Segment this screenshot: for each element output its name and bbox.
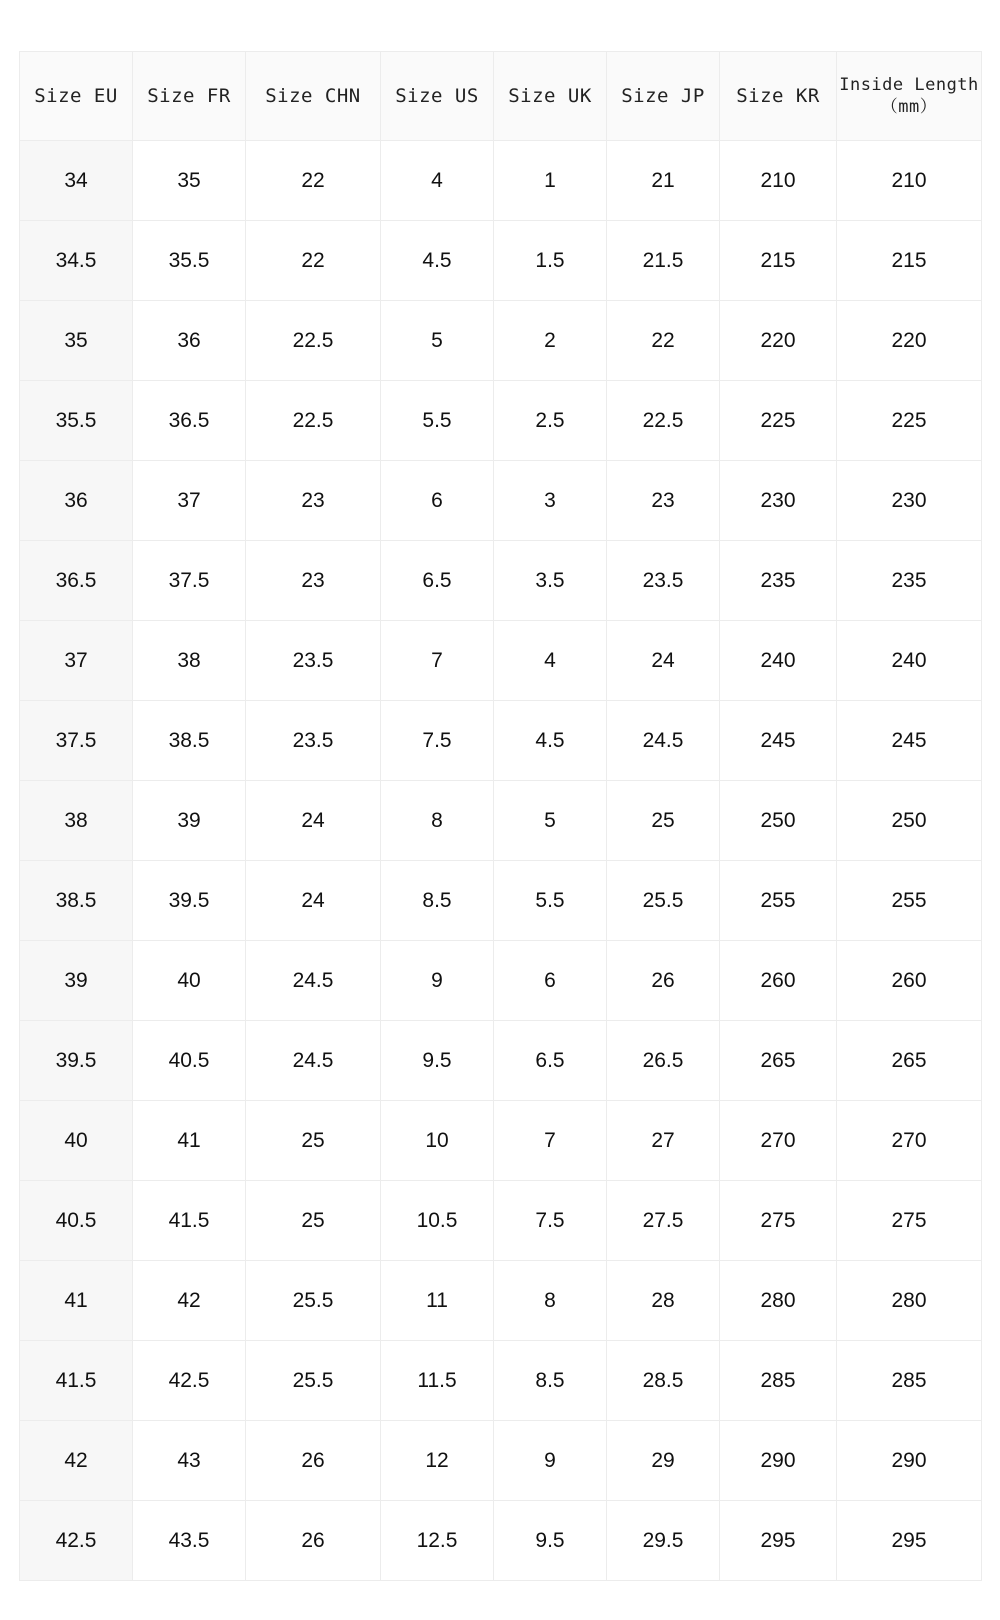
table-row (20, 141, 982, 221)
header-inside-length-label: Inside Length (839, 75, 979, 95)
cell-size-eu: 35.5 (20, 381, 133, 461)
cell-size-us: 12.5 (381, 1501, 494, 1581)
cell-inside-length: 240 (837, 621, 982, 701)
cell-size-kr: 220 (720, 301, 837, 381)
cell-size-chn: 25 (246, 1181, 381, 1261)
cell-size-fr: 39.5 (133, 861, 246, 941)
cell-size-kr: 275 (720, 1181, 837, 1261)
table-row (20, 1101, 982, 1181)
cell-size-jp: 26 (607, 941, 720, 1021)
cell-size-chn: 24 (246, 781, 381, 861)
cell-size-uk: 5 (494, 781, 607, 861)
cell-size-kr: 285 (720, 1341, 837, 1421)
cell-size-fr: 38.5 (133, 701, 246, 781)
header-size-chn: Size CHN (246, 52, 381, 141)
header-inside-length-unit: （mm） (880, 97, 938, 117)
cell-size-chn: 25.5 (246, 1341, 381, 1421)
cell-size-jp: 26.5 (607, 1021, 720, 1101)
header-size-us: Size US (381, 52, 494, 141)
cell-inside-length: 260 (837, 941, 982, 1021)
cell-size-jp: 25 (607, 781, 720, 861)
cell-size-chn: 24.5 (246, 941, 381, 1021)
cell-size-chn: 22 (246, 141, 381, 221)
cell-size-fr: 36.5 (133, 381, 246, 461)
cell-size-eu: 39 (20, 941, 133, 1021)
cell-size-us: 4 (381, 141, 494, 221)
table-row (20, 701, 982, 781)
cell-size-us: 9.5 (381, 1021, 494, 1101)
cell-size-uk: 9.5 (494, 1501, 607, 1581)
table-row (20, 461, 982, 541)
cell-size-fr: 37 (133, 461, 246, 541)
cell-size-uk: 9 (494, 1421, 607, 1501)
table-header (20, 52, 982, 141)
cell-size-kr: 230 (720, 461, 837, 541)
cell-size-fr: 43 (133, 1421, 246, 1501)
cell-size-us: 6 (381, 461, 494, 541)
table-row (20, 1341, 982, 1421)
table-row (20, 1261, 982, 1341)
table-row (20, 221, 982, 301)
cell-size-us: 9 (381, 941, 494, 1021)
cell-size-uk: 2.5 (494, 381, 607, 461)
table-row (20, 541, 982, 621)
cell-size-eu: 39.5 (20, 1021, 133, 1101)
cell-size-chn: 23.5 (246, 621, 381, 701)
cell-size-eu: 37 (20, 621, 133, 701)
cell-size-uk: 7.5 (494, 1181, 607, 1261)
cell-size-kr: 225 (720, 381, 837, 461)
cell-size-eu: 38 (20, 781, 133, 861)
cell-size-jp: 23.5 (607, 541, 720, 621)
cell-size-chn: 22 (246, 221, 381, 301)
cell-size-us: 7 (381, 621, 494, 701)
cell-size-fr: 35 (133, 141, 246, 221)
cell-size-us: 11 (381, 1261, 494, 1341)
cell-size-jp: 25.5 (607, 861, 720, 941)
cell-size-eu: 35 (20, 301, 133, 381)
cell-size-uk: 8 (494, 1261, 607, 1341)
cell-size-jp: 29 (607, 1421, 720, 1501)
cell-inside-length: 290 (837, 1421, 982, 1501)
cell-size-kr: 255 (720, 861, 837, 941)
cell-size-eu: 36 (20, 461, 133, 541)
cell-inside-length: 210 (837, 141, 982, 221)
cell-size-kr: 235 (720, 541, 837, 621)
cell-size-uk: 1 (494, 141, 607, 221)
cell-size-kr: 295 (720, 1501, 837, 1581)
cell-size-eu: 41 (20, 1261, 133, 1341)
cell-size-kr: 250 (720, 781, 837, 861)
cell-inside-length: 215 (837, 221, 982, 301)
table-row (20, 1501, 982, 1581)
cell-size-chn: 22.5 (246, 301, 381, 381)
cell-size-jp: 27.5 (607, 1181, 720, 1261)
table-row (20, 1421, 982, 1501)
cell-size-us: 8.5 (381, 861, 494, 941)
cell-size-fr: 38 (133, 621, 246, 701)
cell-size-eu: 42.5 (20, 1501, 133, 1581)
cell-size-fr: 40.5 (133, 1021, 246, 1101)
cell-size-uk: 8.5 (494, 1341, 607, 1421)
cell-inside-length: 265 (837, 1021, 982, 1101)
cell-size-uk: 5.5 (494, 861, 607, 941)
cell-inside-length: 270 (837, 1101, 982, 1181)
cell-size-us: 6.5 (381, 541, 494, 621)
cell-size-us: 11.5 (381, 1341, 494, 1421)
cell-size-kr: 260 (720, 941, 837, 1021)
cell-size-kr: 270 (720, 1101, 837, 1181)
cell-inside-length: 275 (837, 1181, 982, 1261)
cell-size-us: 12 (381, 1421, 494, 1501)
table-body (20, 141, 982, 1581)
cell-size-uk: 2 (494, 301, 607, 381)
cell-size-chn: 22.5 (246, 381, 381, 461)
cell-size-us: 5.5 (381, 381, 494, 461)
cell-size-jp: 22.5 (607, 381, 720, 461)
cell-size-uk: 3 (494, 461, 607, 541)
cell-size-chn: 25 (246, 1101, 381, 1181)
cell-size-kr: 265 (720, 1021, 837, 1101)
cell-size-chn: 24 (246, 861, 381, 941)
cell-size-fr: 39 (133, 781, 246, 861)
cell-size-eu: 38.5 (20, 861, 133, 941)
cell-size-uk: 3.5 (494, 541, 607, 621)
table-row (20, 861, 982, 941)
header-size-uk: Size UK (494, 52, 607, 141)
cell-size-us: 10 (381, 1101, 494, 1181)
cell-inside-length: 225 (837, 381, 982, 461)
cell-size-kr: 290 (720, 1421, 837, 1501)
cell-size-eu: 40 (20, 1101, 133, 1181)
cell-inside-length: 245 (837, 701, 982, 781)
table-row (20, 301, 982, 381)
table-row (20, 381, 982, 461)
cell-inside-length: 295 (837, 1501, 982, 1581)
cell-size-jp: 29.5 (607, 1501, 720, 1581)
cell-size-chn: 23 (246, 541, 381, 621)
cell-size-chn: 23 (246, 461, 381, 541)
cell-size-us: 8 (381, 781, 494, 861)
cell-inside-length: 220 (837, 301, 982, 381)
cell-size-eu: 37.5 (20, 701, 133, 781)
cell-size-fr: 41 (133, 1101, 246, 1181)
cell-inside-length: 250 (837, 781, 982, 861)
cell-size-eu: 36.5 (20, 541, 133, 621)
cell-size-fr: 42 (133, 1261, 246, 1341)
cell-size-jp: 23 (607, 461, 720, 541)
cell-size-chn: 23.5 (246, 701, 381, 781)
cell-size-jp: 21.5 (607, 221, 720, 301)
cell-size-kr: 245 (720, 701, 837, 781)
cell-size-fr: 42.5 (133, 1341, 246, 1421)
cell-size-us: 5 (381, 301, 494, 381)
cell-size-fr: 41.5 (133, 1181, 246, 1261)
header-size-jp: Size JP (607, 52, 720, 141)
cell-inside-length: 280 (837, 1261, 982, 1341)
cell-size-eu: 34.5 (20, 221, 133, 301)
size-chart-table (19, 51, 982, 1581)
cell-size-kr: 215 (720, 221, 837, 301)
table-row (20, 1181, 982, 1261)
cell-size-jp: 24.5 (607, 701, 720, 781)
header-inside-length (837, 52, 982, 141)
header-size-kr: Size KR (720, 52, 837, 141)
cell-size-jp: 27 (607, 1101, 720, 1181)
cell-size-kr: 210 (720, 141, 837, 221)
cell-inside-length: 255 (837, 861, 982, 941)
cell-size-uk: 6 (494, 941, 607, 1021)
cell-size-kr: 280 (720, 1261, 837, 1341)
cell-size-uk: 6.5 (494, 1021, 607, 1101)
cell-inside-length: 285 (837, 1341, 982, 1421)
cell-size-eu: 42 (20, 1421, 133, 1501)
cell-size-jp: 28.5 (607, 1341, 720, 1421)
cell-size-us: 10.5 (381, 1181, 494, 1261)
table-row (20, 1021, 982, 1101)
header-size-fr: Size FR (133, 52, 246, 141)
cell-size-jp: 22 (607, 301, 720, 381)
cell-size-fr: 37.5 (133, 541, 246, 621)
cell-size-jp: 28 (607, 1261, 720, 1341)
cell-size-fr: 35.5 (133, 221, 246, 301)
cell-size-eu: 34 (20, 141, 133, 221)
table-row (20, 781, 982, 861)
cell-size-jp: 21 (607, 141, 720, 221)
cell-size-uk: 4 (494, 621, 607, 701)
cell-size-eu: 41.5 (20, 1341, 133, 1421)
cell-size-uk: 1.5 (494, 221, 607, 301)
cell-size-fr: 40 (133, 941, 246, 1021)
cell-size-fr: 36 (133, 301, 246, 381)
header-row (20, 52, 982, 141)
cell-size-chn: 24.5 (246, 1021, 381, 1101)
cell-size-fr: 43.5 (133, 1501, 246, 1581)
cell-size-uk: 4.5 (494, 701, 607, 781)
cell-size-us: 4.5 (381, 221, 494, 301)
cell-size-chn: 26 (246, 1421, 381, 1501)
table-row (20, 941, 982, 1021)
cell-size-eu: 40.5 (20, 1181, 133, 1261)
cell-size-us: 7.5 (381, 701, 494, 781)
table-row (20, 621, 982, 701)
cell-size-uk: 7 (494, 1101, 607, 1181)
cell-inside-length: 235 (837, 541, 982, 621)
cell-size-chn: 25.5 (246, 1261, 381, 1341)
cell-size-jp: 24 (607, 621, 720, 701)
cell-inside-length: 230 (837, 461, 982, 541)
header-size-eu: Size EU (20, 52, 133, 141)
cell-size-kr: 240 (720, 621, 837, 701)
cell-size-chn: 26 (246, 1501, 381, 1581)
